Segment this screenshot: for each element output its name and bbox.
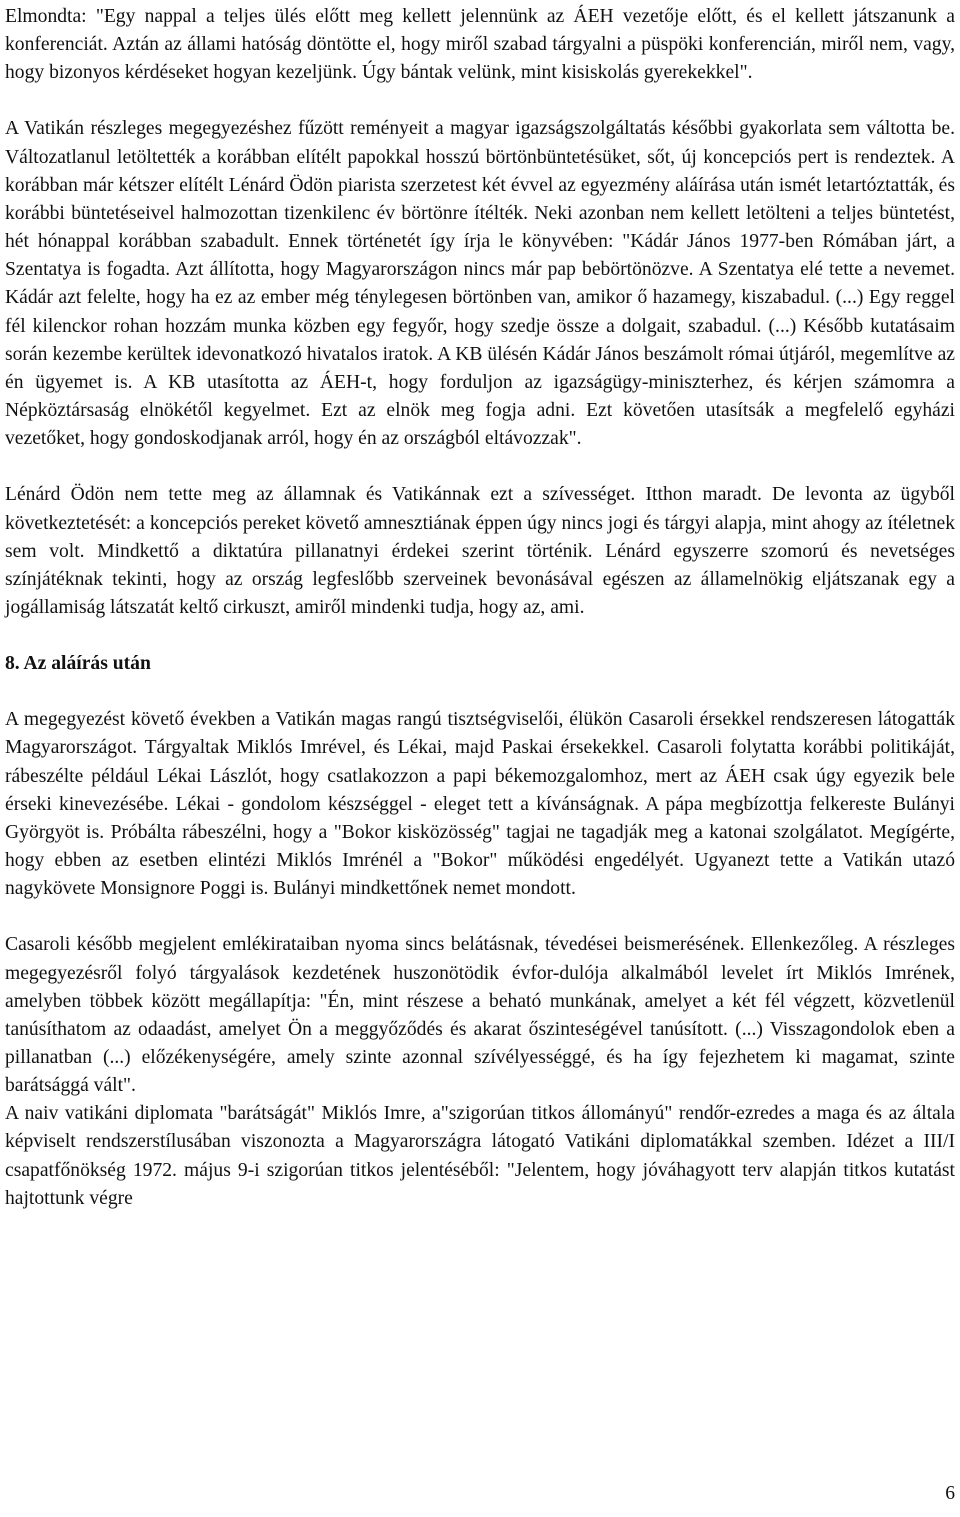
page-number: 6 xyxy=(945,1483,955,1504)
body-paragraph: A naiv vatikáni diplomata "barátságát" Miklós Imre, a"szigorúan titkos állományú" rendőr-ezredes a maga és az általa képviselt rendszerstílusában viszonozta a Magyarországra látogató Vatikáni diplomatákkal szemben. Idézet a III/I csapatfőnökség 1972. május 9-i szigorúan titkos jelentéséből: "Jelentem, hogy jóváhagyott terv alapján titkos kutatást hajtottunk végre xyxy=(5,1103,955,1209)
body-paragraph: Casaroli később megjelent emlékirataiban nyoma sincs belátásnak, tévedései beismerésének. Ellenkezőleg. A részleges megegyezésről folyó tárgyalások kezdetének huszonötödik évfor-dulója alkalmából levelet írt Miklós Imrének, amelyben többek között megállapítja: "Én, mint részese a beható munkának, amelyet a két fél végzett, közvetlenül tanúsíthatom az odaadást, amelyet Ön a meggyőződés és akarat őszinteségével tanúsított. (...) Visszagondolok eben a pillanatban (...) előzékenységére, amely szinte azonnal szívélyességgé, és ha így fejezhetem ki magamat, szinte barátsággá vált". xyxy=(5,934,955,1097)
body-paragraph: Elmondta: "Egy nappal a teljes ülés előtt meg kellett jelennünk az ÁEH vezetője előtt, és el kellett játszanunk a konferenciát. Aztán az állami hatóság döntötte el, hogy miről szabad tárgyalni a püspöki konferencián, miről nem, vagy, hogy bizonyos kérdéseket hogyan kezeljünk. Úgy bántak velünk, mint kisiskolás gyerekekkel". xyxy=(5,6,955,84)
document-page xyxy=(5,0,955,1213)
body-paragraph: Lénárd Ödön nem tette meg az államnak és Vatikánnak ezt a szívességet. Itthon maradt. De levonta az ügyből következtetését: a koncepciós pereket követő amnesztiának éppen úgy nincs jogi és tárgyi alapja, mint ahogy az ítéletnek sem volt. Mindkettő a diktatúra pillanatnyi érdekei szerint történik. Lénárd egyszerre szomorú és nevetséges színjátéknak tekinti, hogy az ország legfeslőbb szerveinek bevonásával egészen az államelnökig eljátszanak egy a jogállamiság látszatát keltő cirkuszt, amiről mindenki tudja, hogy az, ami. xyxy=(5,484,955,618)
section-heading: 8. Az aláírás után xyxy=(5,653,151,675)
body-paragraph: A megegyezést követő években a Vatikán magas rangú tisztségviselői, élükön Casaroli érsekkel rendszeresen látogatták Magyarországot. Tárgyaltak Miklós Imrével, és Lékai, majd Paskai érsekekkel. Casaroli folytatta korábbi politikáját, rábeszélte például Lékai Lászlót, hogy csatlakozzon a papi békemozgalomhoz, mert az ÁEH csak úgy egyezik bele érseki kinevezésébe. Lékai - gondolom készséggel - eleget tett a kívánságnak. A pápa megbízottja felkereste Bulányi Györgyöt is. Próbálta rábeszélni, hogy a "Bokor kisközösség" tagjai ne tagadják meg a katonai szolgálatot. Megígérte, hogy ebben az esetben elintézi Miklós Imrénél a "Bokor" működési engedélyét. Ugyanezt tette a Vatikán utazó nagykövete Monsignore Poggi is. Bulányi mindkettőnek nemet mondott. xyxy=(5,709,955,900)
body-paragraph: A Vatikán részleges megegyezéshez fűzött reményeit a magyar igazságszolgáltatás későbbi gyakorlata sem váltotta be. Változatlanul letöltették a korábban elítélt papokkal hosszú börtönbüntetésüket, sőt, új koncepciós pert is rendeztek. A korábban már kétszer elítélt Lénárd Ödön piarista szerzetest két évvel az egyezmény aláírása után ismét letartóztatták, és korábbi büntetéseivel halmozottan tizenkilenc év börtönre ítélték. Neki azonban nem kellett letölteni a teljes büntetést, hét hónappal korábban szabadult. Ennek történetét így írja le könyvében: "Kádár János 1977-ben Rómában járt, a Szentatya is fogadta. Azt állította, hogy Magyarországon nincs már pap bebörtönözve. A Szentatya elé tette a nevemet. Kádár azt felelte, hogy ha ez az ember még ténylegesen börtönben van, amikor ő hazamegy, kiszabadul. (...) Egy reggel fél kilenckor rohan hozzám munka közben egy fegyőr, hogy szedje össze a dolgait, szabadul. (...) Később kutatásaim során kezembe kerültek idevonatkozó hivatalos iratok. A KB ülésén Kádár János beszámolt római útjáról, megemlítve az én ügyemet is. A KB utasította az ÁEH-t, hogy forduljon az igazságügy-miniszterhez, és kérjen számomra a Népköztársaság elnökétől kegyelmet. Ezt az elnök meg fogja adni. Ezt követően utasítsák a megfelelő egyházi vezetőket, hogy gondoskodjanak arról, hogy én az országból eltávozzak". xyxy=(5,118,955,450)
